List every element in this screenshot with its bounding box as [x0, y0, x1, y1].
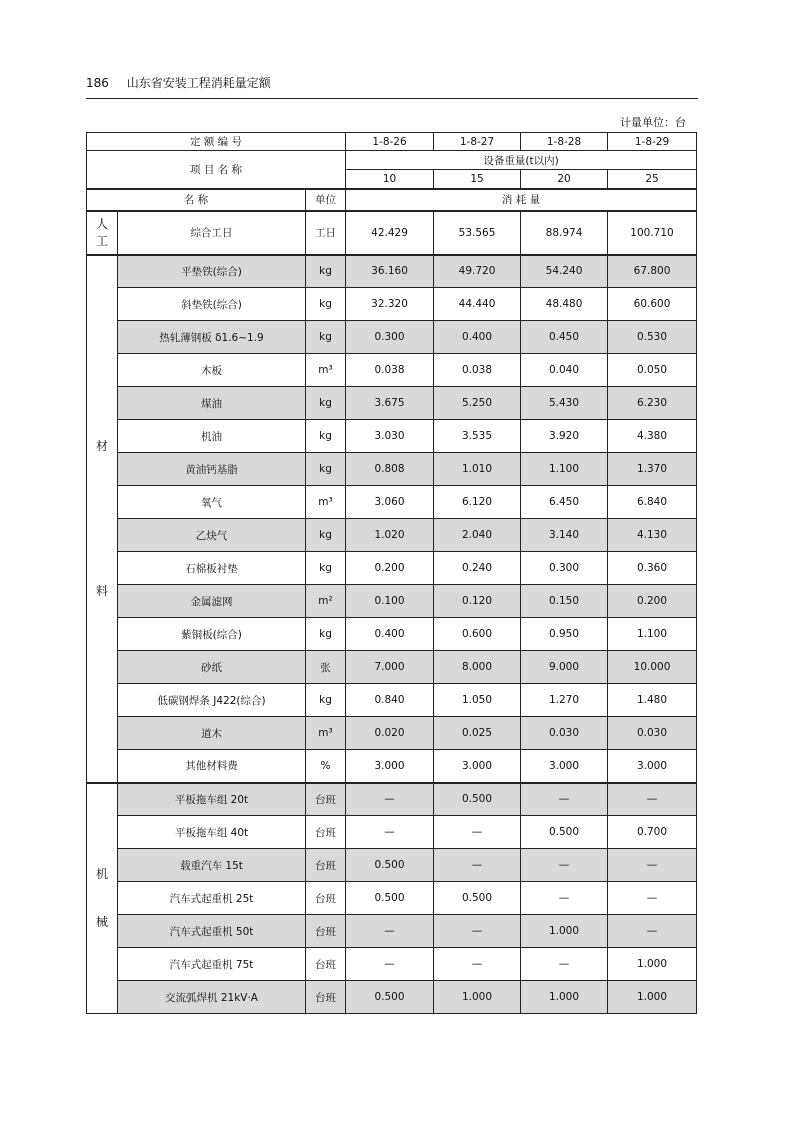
value-cell: 0.030: [521, 717, 608, 750]
code-cell: 1-8-29: [608, 133, 697, 151]
item-unit: 台班: [306, 849, 346, 882]
value-cell: 44.440: [434, 288, 521, 321]
value-cell: 1.000: [434, 981, 521, 1014]
value-cell: 1.480: [608, 684, 697, 717]
value-cell: —: [608, 915, 697, 948]
value-cell: 0.200: [346, 552, 434, 585]
item-name: 砂纸: [118, 651, 306, 684]
value-cell: 0.120: [434, 585, 521, 618]
item-unit: 台班: [306, 882, 346, 915]
value-cell: 0.500: [346, 981, 434, 1014]
table-row: [87, 915, 697, 948]
table-row: [87, 552, 697, 585]
item-name: 乙炔气: [118, 519, 306, 552]
header-row-columns: [87, 189, 697, 211]
value-cell: —: [346, 915, 434, 948]
item-unit: %: [306, 750, 346, 783]
item-unit: 台班: [306, 816, 346, 849]
value-cell: —: [434, 915, 521, 948]
value-cell: 1.000: [521, 981, 608, 1014]
value-cell: 7.000: [346, 651, 434, 684]
value-cell: 3.140: [521, 519, 608, 552]
item-name: 平垫铁(综合): [118, 255, 306, 288]
item-unit: kg: [306, 552, 346, 585]
weight-cell: 15: [434, 170, 521, 189]
weight-cell: 20: [521, 170, 608, 189]
item-name: 木板: [118, 354, 306, 387]
quota-table: [86, 132, 697, 1014]
value-cell: 3.535: [434, 420, 521, 453]
table-row: [87, 211, 697, 255]
item-name-label: 项 目 名 称: [87, 151, 346, 189]
item-name: 汽车式起重机 50t: [118, 915, 306, 948]
table-row: [87, 486, 697, 519]
header-row-codes: [87, 133, 697, 151]
value-cell: 1.100: [608, 618, 697, 651]
table-row: [87, 783, 697, 816]
item-unit: kg: [306, 684, 346, 717]
item-name: 道木: [118, 717, 306, 750]
value-cell: 48.480: [521, 288, 608, 321]
item-unit: kg: [306, 420, 346, 453]
item-name: 综合工日: [118, 211, 306, 255]
item-unit: kg: [306, 453, 346, 486]
weight-cell: 25: [608, 170, 697, 189]
value-cell: —: [608, 783, 697, 816]
item-unit: kg: [306, 387, 346, 420]
table-row: [87, 585, 697, 618]
weight-label: 设备重量(t以内): [346, 151, 697, 170]
item-name: 汽车式起重机 25t: [118, 882, 306, 915]
value-cell: 0.600: [434, 618, 521, 651]
value-cell: 1.010: [434, 453, 521, 486]
quota-no-label: 定 额 编 号: [87, 133, 346, 151]
value-cell: 0.100: [346, 585, 434, 618]
value-cell: 42.429: [346, 211, 434, 255]
value-cell: 0.360: [608, 552, 697, 585]
item-name: 机油: [118, 420, 306, 453]
table-row: [87, 255, 697, 288]
value-cell: 1.100: [521, 453, 608, 486]
value-cell: 0.950: [521, 618, 608, 651]
value-cell: 6.450: [521, 486, 608, 519]
value-cell: 54.240: [521, 255, 608, 288]
value-cell: —: [346, 783, 434, 816]
code-cell: 1-8-28: [521, 133, 608, 151]
item-name: 汽车式起重机 75t: [118, 948, 306, 981]
header-rule: [86, 98, 698, 99]
value-cell: —: [521, 849, 608, 882]
table-row: [87, 288, 697, 321]
value-cell: 0.150: [521, 585, 608, 618]
table-row: [87, 948, 697, 981]
value-cell: 60.600: [608, 288, 697, 321]
value-cell: 49.720: [434, 255, 521, 288]
value-cell: —: [608, 849, 697, 882]
page-header: [86, 74, 271, 91]
value-cell: 0.200: [608, 585, 697, 618]
value-cell: 32.320: [346, 288, 434, 321]
item-unit: 台班: [306, 783, 346, 816]
item-name: 氧气: [118, 486, 306, 519]
value-cell: 0.300: [521, 552, 608, 585]
value-cell: 100.710: [608, 211, 697, 255]
table-row: [87, 387, 697, 420]
item-unit: kg: [306, 519, 346, 552]
value-cell: —: [521, 882, 608, 915]
category-cell: 机 械: [87, 783, 118, 1014]
table-row: [87, 849, 697, 882]
value-cell: 6.840: [608, 486, 697, 519]
value-cell: 0.700: [608, 816, 697, 849]
value-cell: 0.030: [608, 717, 697, 750]
value-cell: 0.500: [434, 783, 521, 816]
value-cell: 10.000: [608, 651, 697, 684]
value-cell: 8.000: [434, 651, 521, 684]
value-cell: 0.400: [346, 618, 434, 651]
consumption-label: 消 耗 量: [346, 189, 697, 211]
item-name: 载重汽车 15t: [118, 849, 306, 882]
table-row: [87, 882, 697, 915]
value-cell: 3.060: [346, 486, 434, 519]
category-cell: 人 工: [87, 211, 118, 255]
value-cell: 0.040: [521, 354, 608, 387]
value-cell: 0.050: [608, 354, 697, 387]
value-cell: 9.000: [521, 651, 608, 684]
item-unit: 台班: [306, 981, 346, 1014]
item-name: 平板拖车组 40t: [118, 816, 306, 849]
page-number: 186: [86, 76, 109, 90]
weight-cell: 10: [346, 170, 434, 189]
value-cell: 3.000: [434, 750, 521, 783]
value-cell: 1.050: [434, 684, 521, 717]
value-cell: —: [434, 816, 521, 849]
table-row: [87, 816, 697, 849]
value-cell: —: [346, 816, 434, 849]
value-cell: 0.240: [434, 552, 521, 585]
value-cell: 1.000: [608, 948, 697, 981]
item-name: 石棉板衬垫: [118, 552, 306, 585]
item-unit: kg: [306, 618, 346, 651]
table-row: [87, 420, 697, 453]
table-row: [87, 519, 697, 552]
name-col-label: 名 称: [87, 189, 306, 211]
category-cell: 材 料: [87, 255, 118, 783]
value-cell: 4.130: [608, 519, 697, 552]
item-name: 交流弧焊机 21kV·A: [118, 981, 306, 1014]
value-cell: 3.000: [346, 750, 434, 783]
value-cell: —: [521, 783, 608, 816]
table-row: [87, 750, 697, 783]
table-row: [87, 618, 697, 651]
value-cell: 0.400: [434, 321, 521, 354]
value-cell: 0.038: [434, 354, 521, 387]
header-row-weight-label: [87, 151, 697, 170]
table-row: [87, 684, 697, 717]
item-name: 金属滤网: [118, 585, 306, 618]
item-unit: m³: [306, 354, 346, 387]
item-unit: kg: [306, 288, 346, 321]
value-cell: 36.160: [346, 255, 434, 288]
value-cell: 3.000: [521, 750, 608, 783]
value-cell: 5.250: [434, 387, 521, 420]
value-cell: 1.270: [521, 684, 608, 717]
value-cell: —: [608, 882, 697, 915]
item-unit: m³: [306, 486, 346, 519]
value-cell: 0.300: [346, 321, 434, 354]
value-cell: 0.530: [608, 321, 697, 354]
value-cell: 0.500: [521, 816, 608, 849]
value-cell: 1.370: [608, 453, 697, 486]
item-name: 紫铜板(综合): [118, 618, 306, 651]
value-cell: 0.020: [346, 717, 434, 750]
table-row: [87, 981, 697, 1014]
item-name: 斜垫铁(综合): [118, 288, 306, 321]
code-cell: 1-8-26: [346, 133, 434, 151]
value-cell: 67.800: [608, 255, 697, 288]
item-unit: kg: [306, 321, 346, 354]
item-unit: 张: [306, 651, 346, 684]
value-cell: 1.000: [608, 981, 697, 1014]
value-cell: 1.020: [346, 519, 434, 552]
table-row: [87, 453, 697, 486]
item-unit: 工日: [306, 211, 346, 255]
value-cell: —: [434, 948, 521, 981]
table-row: [87, 717, 697, 750]
item-name: 其他材料费: [118, 750, 306, 783]
value-cell: 0.840: [346, 684, 434, 717]
value-cell: 0.025: [434, 717, 521, 750]
value-cell: 53.565: [434, 211, 521, 255]
unit-note: 计量单位：台: [620, 116, 686, 129]
code-cell: 1-8-27: [434, 133, 521, 151]
value-cell: 3.000: [608, 750, 697, 783]
value-cell: 0.500: [346, 882, 434, 915]
item-name: 黄油钙基脂: [118, 453, 306, 486]
item-unit: m³: [306, 717, 346, 750]
item-unit: kg: [306, 255, 346, 288]
item-unit: 台班: [306, 915, 346, 948]
value-cell: 6.120: [434, 486, 521, 519]
value-cell: 6.230: [608, 387, 697, 420]
value-cell: 3.920: [521, 420, 608, 453]
value-cell: 0.500: [434, 882, 521, 915]
value-cell: 88.974: [521, 211, 608, 255]
value-cell: 4.380: [608, 420, 697, 453]
unit-col-label: 单位: [306, 189, 346, 211]
value-cell: 0.808: [346, 453, 434, 486]
value-cell: 1.000: [521, 915, 608, 948]
value-cell: 2.040: [434, 519, 521, 552]
value-cell: 0.038: [346, 354, 434, 387]
value-cell: 5.430: [521, 387, 608, 420]
value-cell: 0.450: [521, 321, 608, 354]
table-row: [87, 321, 697, 354]
item-name: 煤油: [118, 387, 306, 420]
value-cell: 0.500: [346, 849, 434, 882]
value-cell: 3.675: [346, 387, 434, 420]
item-unit: m²: [306, 585, 346, 618]
item-name: 平板拖车组 20t: [118, 783, 306, 816]
item-unit: 台班: [306, 948, 346, 981]
value-cell: 3.030: [346, 420, 434, 453]
value-cell: —: [434, 849, 521, 882]
item-name: 热轧薄钢板 δ1.6~1.9: [118, 321, 306, 354]
table-row: [87, 354, 697, 387]
table-row: [87, 651, 697, 684]
book-title: 山东省安装工程消耗量定额: [126, 76, 271, 90]
item-name: 低碳钢焊条 J422(综合): [118, 684, 306, 717]
value-cell: —: [521, 948, 608, 981]
value-cell: —: [346, 948, 434, 981]
